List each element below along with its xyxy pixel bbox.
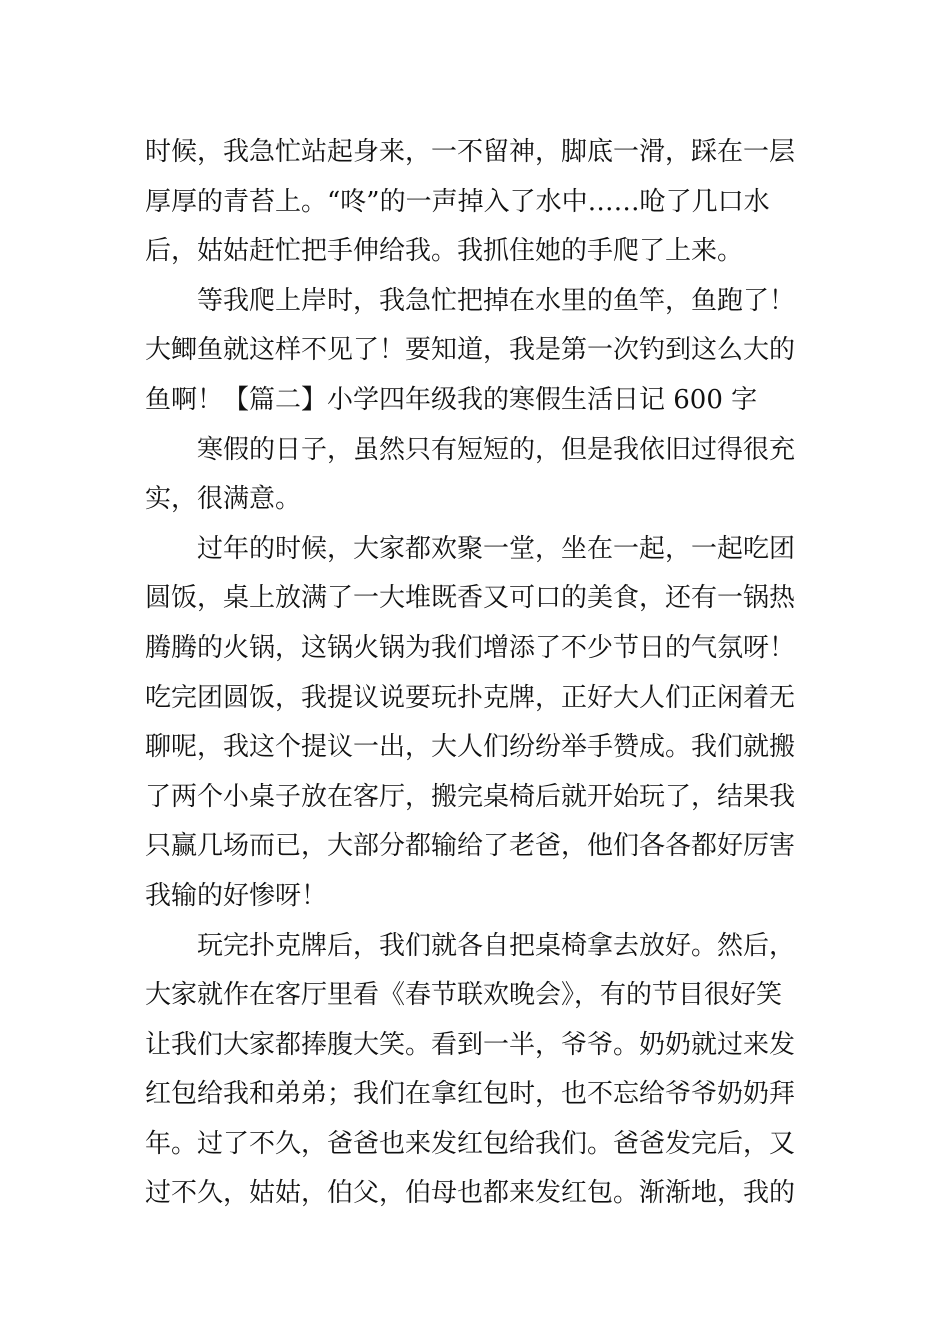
text-line: 厚厚的青苔上。“咚”的一声掉入了水中……呛了几口水 — [145, 186, 770, 217]
text-line: 红包给我和弟弟；我们在拿红包时，也不忘给爷爷奶奶拜 — [145, 1079, 796, 1110]
text-line: 我输的好惨呀！ — [145, 880, 328, 911]
text-line: 聊呢，我这个提议一出，大人们纷纷举手赞成。我们就搬 — [145, 732, 796, 763]
paragraph-start-line: 过年的时候，大家都欢聚一堂，坐在一起，一起吃团 — [197, 533, 796, 564]
text-line: 过不久，姑姑，伯父，伯母也都来发红包。渐渐地，我的 — [145, 1178, 796, 1209]
paragraph-start-line: 等我爬上岸时，我急忙把掉在水里的鱼竿，鱼跑了！ — [197, 285, 796, 316]
text-line: 实，很满意。 — [145, 484, 302, 515]
text-line: 时候，我急忙站起身来，一不留神，脚底一滑，踩在一层 — [145, 137, 796, 167]
paragraph-start-line: 寒假的日子，虽然只有短短的，但是我依旧过得很充 — [197, 434, 796, 465]
text-line: 后，姑姑赶忙把手伸给我。我抓住她的手爬了上来。 — [145, 236, 744, 267]
text-line: 圆饭，桌上放满了一大堆既香又可口的美食，还有一锅热 — [145, 583, 796, 614]
text-line: 了两个小桌子放在客厅，搬完桌椅后就开始玩了，结果我 — [145, 781, 796, 812]
paragraph-start-line: 玩完扑克牌后，我们就各自把桌椅拿去放好。然后， — [197, 930, 796, 961]
text-line: 大鲫鱼就这样不见了！要知道，我是第一次钓到这么大的 — [145, 335, 796, 366]
text-line: 鱼啊！【篇二】小学四年级我的寒假生活日记 600 字 — [145, 384, 758, 415]
body-text — [145, 128, 815, 1219]
text-line: 吃完团圆饭，我提议说要玩扑克牌，正好大人们正闲着无 — [145, 682, 796, 713]
text-line: 让我们大家都捧腹大笑。看到一半，爷爷。奶奶就过来发 — [145, 1029, 796, 1060]
text-line: 年。过了不久，爸爸也来发红包给我们。爸爸发完后，又 — [145, 1128, 796, 1159]
text-line: 腾腾的火锅，这锅火锅为我们增添了不少节日的气氛呀！ — [145, 632, 796, 663]
text-line: 只赢几场而已，大部分都输给了老爸，他们各各都好厉害 — [145, 831, 796, 862]
text-line: 大家就作在客厅里看《春节联欢晚会》，有的节目很好笑 — [145, 980, 783, 1011]
